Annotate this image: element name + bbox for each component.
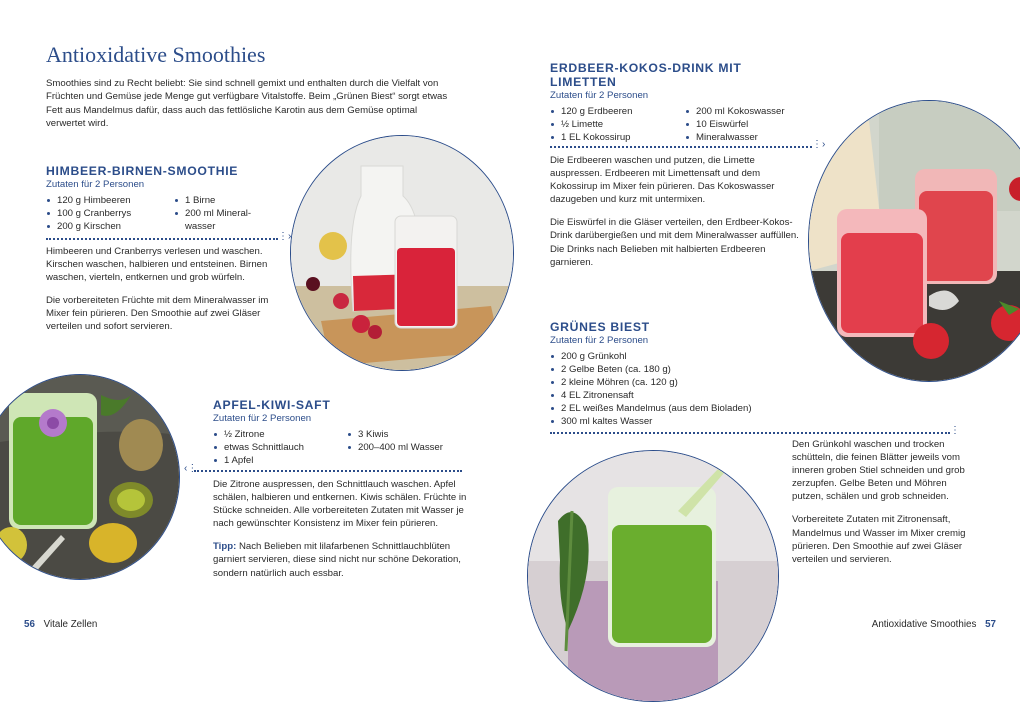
step-text: Die Erdbeeren waschen und putzen, die Limette auspressen. Erdbeeren mit Limettensaft und dem Kokossirup im Mixer fein pürieren. Das Kokoswasser dazugeben und kurz mit untermixen. xyxy=(550,155,775,206)
recipe-subtitle: Zutaten für 2 Personen xyxy=(46,179,145,190)
photo-apfel-kiwi-saft xyxy=(0,374,180,580)
recipe-title: HIMBEER-BIRNEN-SMOOTHIE xyxy=(46,164,239,178)
photo-gruenes-biest xyxy=(527,450,779,702)
divider xyxy=(46,238,278,240)
recipe-biest xyxy=(550,320,790,428)
recipe-title: ERDBEER-KOKOS-DRINK MIT LIMETTEN xyxy=(550,61,742,89)
ingredient: 300 ml kaltes Wasser xyxy=(550,415,790,428)
ingredient: 1 Apfel xyxy=(213,454,347,467)
divider xyxy=(550,146,812,148)
ingredient: 2 kleine Möhren (ca. 120 g) xyxy=(550,376,790,389)
tip-label: Tipp: xyxy=(213,541,237,553)
page-number: 57 xyxy=(985,619,996,630)
ingredient: 3 Kiwis xyxy=(347,428,467,441)
tip-text xyxy=(213,540,471,579)
ingredient: 200 g Kirschen xyxy=(46,220,174,233)
footer-left xyxy=(24,619,97,630)
ingredient: 200 ml Mineral-wasser xyxy=(174,207,264,233)
recipe-biest-steps xyxy=(792,438,972,576)
tip-body: Nach Belieben mit lilafarbenen Schnittlauchblüten garniert servieren, diese sind nicht nur schöne Dekoration, sondern natürlich auch essbar. xyxy=(213,541,461,579)
page-number: 56 xyxy=(24,619,35,630)
ingredient: 10 Eiswürfel xyxy=(685,118,810,131)
recipe-himbeer-steps xyxy=(46,245,276,344)
ingredients xyxy=(550,101,810,144)
photo-himbeer-smoothie xyxy=(290,135,514,371)
recipe-subtitle: Zutaten für 2 Personen xyxy=(213,413,312,424)
ingredient: 120 g Himbeeren xyxy=(46,194,174,207)
chevron-right-icon: ⋮› xyxy=(278,231,292,242)
recipe-title: GRÜNES BIEST xyxy=(550,320,650,334)
step-text: Den Grünkohl waschen und trocken schütteln, die feinen Blätter jeweils vom inneren groben Stiel schneiden und grob zerzupfen. Gelbe Beten und Möhren putzen, schälen und grob schneiden. xyxy=(792,439,965,503)
ingredients xyxy=(550,350,790,428)
footer-section: Antioxidative Smoothies xyxy=(871,619,977,630)
ingredient: 4 EL Zitronensaft xyxy=(550,389,790,402)
footer-right xyxy=(872,619,996,630)
ingredient: ½ Limette xyxy=(550,118,685,131)
photo-erdbeer-kokos-drink xyxy=(808,100,1020,382)
ingredient: 200 g Grünkohl xyxy=(550,350,790,363)
ingredients xyxy=(46,190,281,233)
step-text: Vorbereitete Zutaten mit Zitronensaft, Mandelmus und Wasser im Mixer cremig pürieren. Den Smoothie auf zwei Gläser verteilen und servieren. xyxy=(792,514,966,565)
ingredient: Mineralwasser xyxy=(685,131,810,144)
ingredient: 100 g Cranberrys xyxy=(46,207,174,220)
page-title: Antioxidative Smoothies xyxy=(46,42,266,67)
footer-section: Vitale Zellen xyxy=(43,619,98,630)
chevron-right-icon: ⋮ xyxy=(950,425,960,436)
step-text: Himbeeren und Cranberrys verlesen und waschen. Kirschen waschen, halbieren und entsteinen. Birnen waschen, vierteln, entkernen und grob würfeln. xyxy=(46,246,268,284)
divider xyxy=(550,432,950,434)
chevron-left-icon: ‹⋮ xyxy=(184,463,198,474)
recipe-erdbeer xyxy=(550,61,810,144)
ingredient: 2 EL weißes Mandelmus (aus dem Bioladen) xyxy=(550,402,790,415)
divider xyxy=(194,470,462,472)
ingredient: 200–400 ml Wasser xyxy=(347,441,467,454)
intro-text: Smoothies sind zu Recht beliebt: Sie sind schnell gemixt und enthalten durch die Vielfalt von Früchten und Gemüse jede Menge gut verfügbare Vitalstoffe. Beim „Grünen Biest“ sorgt etwas Fett aus Mandelmus dafür, dass auch das fettlösliche Karotin aus dem Gemüse optimal verwertet wird. xyxy=(46,78,448,130)
step-text: Die Zitrone auspressen, den Schnittlauch waschen. Apfel schälen, halbieren und entkernen. Kiwis schälen. Früchte in Stücke schneiden. Alle vorbereiteten Zutaten mit Wasser je nach gewünschter Konsistenz im Mixer fein pürieren. xyxy=(213,479,467,530)
ingredient: ½ Zitrone xyxy=(213,428,347,441)
ingredient: 120 g Erdbeeren xyxy=(550,105,685,118)
recipe-apfel-steps xyxy=(213,478,471,590)
recipe-title: APFEL-KIWI-SAFT xyxy=(213,398,331,412)
ingredient: 1 Birne xyxy=(174,194,264,207)
chevron-right-icon: ⋮› xyxy=(812,139,826,150)
recipe-himbeer xyxy=(46,164,281,233)
step-text: Die Eiswürfel in die Gläser verteilen, den Erdbeer-Kokos-Drink darübergießen und mit dem Mineralwasser auffüllen. Die Drinks nach Belieben mit halbierten Erdbeeren garnieren. xyxy=(550,217,799,268)
recipe-apfel xyxy=(213,398,473,467)
recipe-subtitle: Zutaten für 2 Personen xyxy=(550,335,649,346)
ingredients xyxy=(213,424,473,467)
recipe-subtitle: Zutaten für 2 Personen xyxy=(550,90,649,101)
ingredient: 2 Gelbe Beten (ca. 180 g) xyxy=(550,363,790,376)
ingredient: 1 EL Kokossirup xyxy=(550,131,685,144)
recipe-erdbeer-steps xyxy=(550,154,800,279)
step-text: Die vorbereiteten Früchte mit dem Mineralwasser im Mixer fein pürieren. Den Smoothie auf zwei Gläser verteilen und sofort servieren. xyxy=(46,295,269,333)
ingredient: etwas Schnittlauch xyxy=(213,441,347,454)
ingredient: 200 ml Kokoswasser xyxy=(685,105,810,118)
